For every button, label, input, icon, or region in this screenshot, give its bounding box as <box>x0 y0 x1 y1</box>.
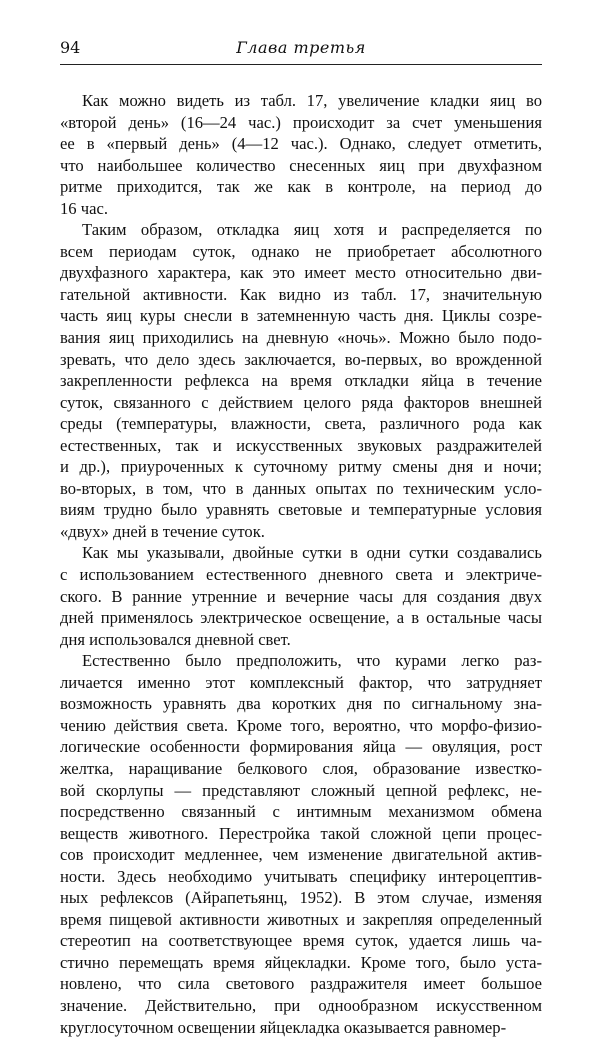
text-line: ее в «первый день» (4—12 час.). Однако, следует отметить, <box>60 134 542 154</box>
text-line: во-вторых, в том, что в данных опытах по техническим усло- <box>60 478 542 498</box>
text-line: суток, связанного с действием целого ряда факторов внешней <box>60 392 542 412</box>
page-number: 94 <box>60 38 81 57</box>
paragraph <box>60 542 542 650</box>
text-line: стереотип на соответствующее время суток, удается лишь ча- <box>60 931 542 951</box>
text-line: дней применялось электрическое освещение, а в остальные часы <box>60 608 542 628</box>
text-line: сов происходит медленнее, чем изменение двигательной актив- <box>60 845 542 865</box>
text-line: чению действия света. Кроме того, вероятно, что морфо-физио- <box>60 715 542 735</box>
text-line: возможность уравнять два коротких дня по сигнальному зна- <box>60 694 542 714</box>
chapter-title: Глава третья <box>236 38 366 57</box>
text-line: «второй день» (16—24 час.) происходит за счет уменьшения <box>60 112 542 132</box>
text-line: 16 час. <box>60 198 108 218</box>
text-line: часть яиц куры снесли в затемненную часть дня. Циклы созре- <box>60 306 542 326</box>
text-line: что наибольшее количество снесенных яиц при двухфазном <box>60 155 542 175</box>
text-line: Как мы указывали, двойные сутки в одни сутки создавались <box>82 543 542 563</box>
text-line: ского. В ранние утренние и вечерние часы для создания двух <box>60 586 542 606</box>
text-line: с использованием естественного дневного света и электриче- <box>60 565 542 585</box>
text-line: круглосуточном освещении яйцекладка оказывается равномер- <box>60 1017 507 1037</box>
text-line: ных рефлексов (Айрапетьянц, 1952). В этом случае, изменяя <box>60 888 542 908</box>
text-line: веществ животного. Перестройка такой сложной цепи процес- <box>60 823 542 843</box>
text-line: закрепленности рефлекса на время откладки яйца в течение <box>60 371 542 391</box>
running-head <box>60 38 542 60</box>
paragraph <box>60 219 542 542</box>
text-line: время пищевой активности животных и закрепляя определенный <box>60 909 542 929</box>
text-line: ритме приходится, так же как в контроле, на период до <box>60 177 542 197</box>
header-rule <box>60 64 542 65</box>
body-text <box>60 90 542 1038</box>
paragraph <box>60 650 542 1038</box>
text-line: стично перемещать время яйцекладки. Кроме того, было уста- <box>60 952 542 972</box>
text-line: дня использовался дневной свет. <box>60 629 291 649</box>
text-line: Естественно было предположить, что курами легко раз- <box>82 651 542 671</box>
text-line: виям трудно было уравнять световые и температурные условия <box>60 500 542 520</box>
text-line: Таким образом, откладка яиц хотя и распределяется по <box>82 220 542 240</box>
text-line: ности. Здесь необходимо учитывать специфику интероцептив- <box>60 866 542 886</box>
text-line: естественных, так и искусственных звуковых раздражителей <box>60 435 542 455</box>
paragraph <box>60 90 542 219</box>
text-line: личается именно этот комплексный фактор, что затрудняет <box>60 672 542 692</box>
text-line: гательной активности. Как видно из табл. 17, значительную <box>60 284 542 304</box>
text-line: среды (температуры, влажности, света, различного рода как <box>60 414 542 434</box>
text-line: вой скорлупы — представляют сложный цепной рефлекс, не- <box>60 780 542 800</box>
text-line: «двух» дней в течение суток. <box>60 521 265 541</box>
text-line: желтка, наращивание белкового слоя, образование известко- <box>60 758 542 778</box>
text-line: и др.), приуроченных к суточному ритму смены дня и ночи; <box>60 457 542 477</box>
text-line: логические особенности формирования яйца — овуляция, рост <box>60 737 542 757</box>
text-line: двухфазного характера, как это имеет место относительно дви- <box>60 263 542 283</box>
text-line: посредственно связанный с интимным механизмом обмена <box>60 802 542 822</box>
text-line: вания яиц приходились на дневную «ночь». Можно было подо- <box>60 328 542 348</box>
text-line: зревать, что дело здесь заключается, во-первых, во врожденной <box>60 349 542 369</box>
text-line: всем периодам суток, однако не приобретает абсолютного <box>60 241 542 261</box>
text-line: Как можно видеть из табл. 17, увеличение кладки яиц во <box>82 91 542 110</box>
text-line: новлено, что сила светового раздражителя имеет большое <box>60 974 542 994</box>
text-line: значение. Действительно, при однообразном искусственном <box>60 995 542 1015</box>
